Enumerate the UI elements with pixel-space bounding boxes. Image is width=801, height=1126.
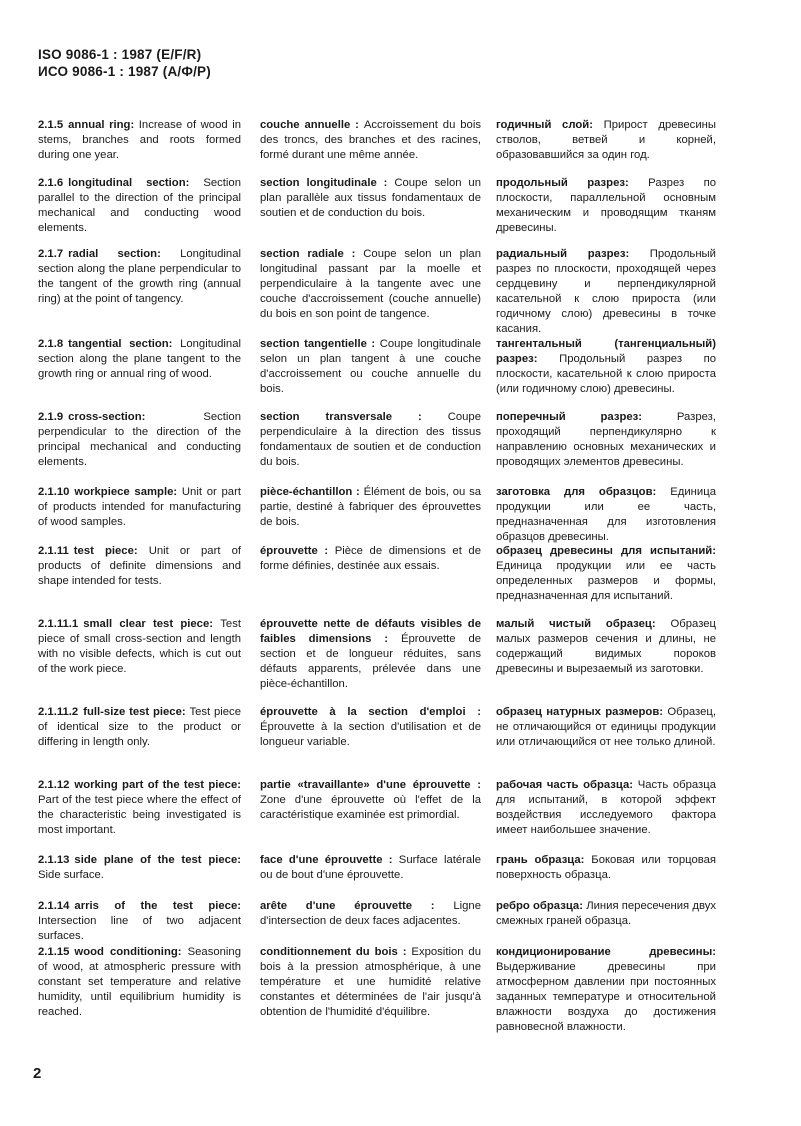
- entry-fr: section longitudinale : Coupe selon un plan parallèle aux tissus fondamentaux de soutien et de conduction du bois.: [260, 177, 481, 219]
- definition-ru: Боковая или торцовая поверхность образца.: [496, 854, 716, 881]
- term-fr: éprouvette nette de défauts visibles de faibles dimensions: [260, 618, 481, 645]
- definition-en: Longitudinal section along the plane tangent to the growth ring or annual ring of wood.: [38, 338, 241, 380]
- header-line-iso: ISO 9086-1 : 1987 (E/F/R): [38, 47, 202, 62]
- entry-fr: éprouvette à la section d'emploi : Éprouvette à la section d'utilisation et de longueur variable.: [260, 706, 482, 748]
- document-header: [38, 46, 211, 80]
- entry-en: 2.1.12 working part of the test piece: Part of the test piece where the effect of the characteristic being investigated is most important.: [38, 779, 241, 836]
- term-fr: section longitudinale: [260, 177, 377, 189]
- entry-ru: тангентальный (тангенциальный) разрез: Продольный разрез по плоскости, касательной к слою прироста (или годичному слою) древесины.: [496, 338, 716, 395]
- entry-en: 2.1.11.2 full-size test piece: Test piece of identical size to the product or differing in length only.: [38, 706, 241, 748]
- entry-fr: face d'une éprouvette : Surface latérale ou de bout d'une éprouvette.: [260, 854, 482, 881]
- term-fr: section radiale: [260, 248, 344, 260]
- definition-fr: Coupe selon un plan longitudinal passant par la moelle et perpendiculaire à la tangente avec une couche d'accroissement (couche annuelle) du bois en son point de tangence.: [260, 248, 481, 320]
- header-line-iso-ru: ИСО 9086-1 : 1987 (А/Ф/Р): [38, 64, 211, 79]
- definition-ru: Образец малых размеров сечения и длины, не содержащий видимых пороков древесины и вырезаемый из заготовки.: [496, 618, 717, 675]
- definition-en: Unit or part of products intended for manufacturing of wood samples.: [38, 486, 241, 528]
- entry-en: 2.1.13 side plane of the test piece: Side surface.: [38, 854, 241, 881]
- term-fr: section tangentielle: [260, 338, 367, 350]
- entry-ru: малый чистый образец: Образец малых размеров сечения и длины, не содержащий видимых пороков древесины и вырезаемый из заготовки.: [496, 618, 717, 675]
- definition-fr: Accroissement du bois des troncs, des branches et des racines, formé durant une même année.: [260, 119, 481, 161]
- entry-en: 2.1.11 test piece: Unit or part of products of definite dimensions and shape intended for tests.: [38, 545, 241, 587]
- entry-en: 2.1.9 cross-section: Section perpendicular to the direction of the principal mechanical and conducting elements.: [38, 411, 241, 468]
- term-ru: образец натурных размеров: [496, 706, 660, 718]
- definition-en: Side surface.: [38, 869, 104, 881]
- definition-ru: Линия пересечения двух смежных граней образца.: [496, 900, 716, 927]
- entry-number: 2.1.11.2: [38, 706, 79, 718]
- definition-fr: Éprouvette à la section d'utilisation et de longueur variable.: [260, 721, 481, 748]
- entry-ru: поперечный разрез: Разрез, проходящий перпендикулярно к направлению основных механических и проводящих элементов древесины.: [496, 411, 716, 468]
- definition-ru: Выдерживание древесины при атмосферном давлении при постоянных заданных температуре и относительной влажности воздуха до достижения равновесной влажности.: [496, 961, 716, 1033]
- definition-ru: Продольный разрез по плоскости, касательной к слою прироста (или годичному слою) древесины.: [496, 353, 716, 395]
- definition-en: Part of the test piece where the effect of the characteristic being investigated is most important.: [38, 794, 241, 836]
- entry-fr: partie «travaillante» d'une éprouvette : Zone d'une éprouvette où l'effet de la caractéristique examinée est primordial.: [260, 779, 481, 821]
- entry-fr: section radiale : Coupe selon un plan longitudinal passant par la moelle et perpendiculaire à la tangente avec une couche d'accroissement (couche annuelle) du bois en son point de tangence.: [260, 248, 481, 320]
- entry-ru: грань образца: Боковая или торцовая поверхность образца.: [496, 854, 716, 881]
- entry-ru: образец натурных размеров: Образец, не отличающийся от единицы продукции или отличающийся от нее только длиной.: [496, 706, 716, 748]
- term-en: cross-section: [68, 411, 142, 423]
- definition-en: Section parallel to the direction of the principal mechanical and conducting wood elements.: [38, 177, 241, 234]
- term-ru: рабочая часть образца: [496, 779, 630, 791]
- definition-ru: Часть образца для испытаний, в которой эффект воздействия исследуемого фактора имеет наибольшее значение.: [496, 779, 716, 836]
- entry-ru: кондиционирование древесины: Выдерживание древесины при атмосферном давлении при постоянных заданных температуре и относительной влажности воздуха до достижения равновесной влажности.: [496, 946, 716, 1033]
- entry-ru: радиальный разрез: Продольный разрез по плоскости, проходящей через сердцевину и перпендикулярной касательной к слою прироста (или годичному слою) древесины в точке касания.: [496, 248, 716, 335]
- definition-en: Seasoning of wood, at atmospheric pressure with constant set temperature and relative humidity, until equilibrium humidity is reached.: [38, 946, 241, 1018]
- term-fr: partie «travaillante» d'une éprouvette: [260, 779, 471, 791]
- definition-en: Increase of wood in stems, branches and roots formed during one year.: [38, 119, 242, 161]
- term-en: longitudinal section: [68, 177, 186, 189]
- term-ru: грань образца: [496, 854, 581, 866]
- term-en: radial section: [68, 248, 158, 260]
- entry-ru: заготовка для образцов: Единица продукции или ее часть, предназначенная для изготовления образцов древесины.: [496, 486, 716, 543]
- definition-fr: Coupe longitudinale selon un plan tangent à une couche d'accroissement ou couche annuelle du bois.: [260, 338, 482, 395]
- term-en: workpiece sample: [74, 486, 174, 498]
- entry-en: 2.1.7 radial section: Longitudinal section along the plane perpendicular to the tangent of the growth ring (annual ring) at the point of tangency.: [38, 248, 241, 305]
- term-ru: образец древесины для испытаний: [496, 545, 713, 557]
- term-fr: éprouvette: [260, 545, 318, 557]
- entry-number: 2.1.9: [38, 411, 64, 423]
- definition-fr: Élément de bois, ou sa partie, destiné à fabriquer des éprouvettes de bois.: [260, 486, 481, 528]
- entry-ru: рабочая часть образца: Часть образца для испытаний, в которой эффект воздействия исследуемого фактора имеет наибольшее значение.: [496, 779, 716, 836]
- term-en: annual ring: [68, 119, 131, 131]
- entry-fr: pièce-échantillon : Élément de bois, ou sa partie, destiné à fabriquer des éprouvettes de bois.: [260, 486, 481, 528]
- term-en: working part of the test piece: [74, 779, 238, 791]
- definition-ru: Разрез, проходящий перпендикулярно к направлению основных механических и проводящих элементов древесины.: [496, 411, 716, 468]
- term-ru: поперечный разрез: [496, 411, 639, 423]
- definition-ru: Образец, не отличающийся от единицы продукции или отличающийся от нее только длиной.: [496, 706, 716, 748]
- definition-en: Intersection line of two adjacent surfaces.: [38, 915, 241, 942]
- term-fr: couche annuelle: [260, 119, 351, 131]
- entry-number: 2.1.15: [38, 946, 70, 958]
- definition-ru: Единица продукции или ее часть, предназначенная для изготовления образцов древесины.: [496, 486, 716, 543]
- entry-number: 2.1.10: [38, 486, 70, 498]
- entry-number: 2.1.6: [38, 177, 64, 189]
- entry-fr: éprouvette : Pièce de dimensions et de forme définies, destinée aux essais.: [260, 545, 481, 572]
- definition-ru: Разрез по плоскости, параллельной основным механическим и проводящим тканям древесины.: [496, 177, 716, 234]
- term-en: side plane of the test piece: [74, 854, 238, 866]
- term-fr: arête d'une éprouvette: [260, 900, 412, 912]
- definition-en: Longitudinal section along the plane perpendicular to the tangent of the growth ring (annual ring) at the point of tangency.: [38, 248, 241, 305]
- entry-fr: couche annuelle : Accroissement du bois des troncs, des branches et des racines, formé durant une même année.: [260, 119, 481, 161]
- term-ru: тангентальный (тангенциальный) разрез: [496, 338, 716, 365]
- entry-fr: section transversale : Coupe perpendiculaire à la direction des tissus fondamentaux de soutien et de conduction du bois.: [260, 411, 481, 468]
- entry-number: 2.1.8: [38, 338, 64, 350]
- term-ru: заготовка для образцов: [496, 486, 653, 498]
- definition-en: Test piece of identical size to the product or differing in length only.: [38, 706, 241, 748]
- definition-fr: Éprouvette de section et de longueur réduites, sans défauts apparents, prélevée dans une pièce-échantillon.: [260, 633, 482, 690]
- entry-fr: éprouvette nette de défauts visibles de faibles dimensions : Éprouvette de section et de longueur réduites, sans défauts apparents, prélevée dans une pièce-échantillon.: [260, 618, 482, 690]
- term-fr: conditionnement du bois: [260, 946, 398, 958]
- definition-fr: Surface latérale ou de bout d'une éprouvette.: [260, 854, 482, 881]
- term-en: arris of the test piece: [74, 900, 238, 912]
- entry-en: 2.1.5 annual ring: Increase of wood in stems, branches and roots formed during one year.: [38, 119, 242, 161]
- term-fr: section transversale: [260, 411, 393, 423]
- entry-fr: arête d'une éprouvette : Ligne d'intersection de deux faces adjacentes.: [260, 900, 481, 927]
- entry-en: 2.1.14 arris of the test piece: Intersection line of two adjacent surfaces.: [38, 900, 241, 942]
- entry-number: 2.1.12: [38, 779, 70, 791]
- definition-en: Unit or part of products of definite dimensions and shape intended for tests.: [38, 545, 241, 587]
- term-ru: продольный разрез: [496, 177, 625, 189]
- term-ru: ребро образца: [496, 900, 580, 912]
- term-fr: éprouvette à la section d'emploi: [260, 706, 466, 718]
- entry-en: 2.1.8 tangential section: Longitudinal section along the plane tangent to the growth ring or annual ring of wood.: [38, 338, 241, 380]
- entry-en: 2.1.15 wood conditioning: Seasoning of wood, at atmospheric pressure with constant set temperature and relative humidity, until equilibrium humidity is reached.: [38, 946, 241, 1018]
- term-en: full-size test piece: [83, 706, 182, 718]
- term-ru: годичный слой: [496, 119, 590, 131]
- definition-fr: Coupe selon un plan parallèle aux tissus fondamentaux de soutien et de conduction du bois.: [260, 177, 481, 219]
- definition-ru: Прирост древесины стволов, ветвей и корней, образовавшийся за один год.: [496, 119, 716, 161]
- entry-number: 2.1.14: [38, 900, 70, 912]
- entry-en: 2.1.11.1 small clear test piece: Test piece of small cross-section and length with no visible defects, which is cut out of the work piece.: [38, 618, 241, 675]
- definition-fr: Coupe perpendiculaire à la direction des tissus fondamentaux de soutien et de conduction du bois.: [260, 411, 481, 468]
- term-en: wood conditioning: [74, 946, 178, 958]
- term-en: small clear test piece: [83, 618, 210, 630]
- definition-ru: Продольный разрез по плоскости, проходящей через сердцевину и перпендикулярной касательной к слою прироста (или годичному слою) древесины в точке касания.: [496, 248, 716, 335]
- definition-en: Test piece of small cross-section and length with no visible defects, which is cut out of the work piece.: [38, 618, 241, 675]
- page-number: 2: [33, 1065, 42, 1082]
- term-ru: радиальный разрез: [496, 248, 626, 260]
- entry-number: 2.1.7: [38, 248, 64, 260]
- entry-en: 2.1.10 workpiece sample: Unit or part of products intended for manufacturing of wood samples.: [38, 486, 241, 528]
- term-en: test piece: [73, 545, 134, 557]
- entry-number: 2.1.5: [38, 119, 64, 131]
- definition-ru: Единица продукции или ее часть определенных размеров и формы, предназначенная для испытаний.: [496, 560, 716, 602]
- term-fr: pièce-échantillon: [260, 486, 353, 498]
- definition-en: Section perpendicular to the direction of the principal mechanical and conducting elements.: [38, 411, 241, 468]
- entry-fr: conditionnement du bois : Exposition du bois à la pression atmosphérique, à une température et une humidité relative constantes et déterminées de l'air jusqu'à obtention de l'humidité d'équilibre.: [260, 946, 481, 1018]
- entry-en: 2.1.6 longitudinal section: Section parallel to the direction of the principal mechanical and conducting wood elements.: [38, 177, 241, 234]
- entry-number: 2.1.11.1: [38, 618, 79, 630]
- entry-number: 2.1.13: [38, 854, 70, 866]
- entry-ru: образец древесины для испытаний: Единица продукции или ее часть определенных размеров и формы, предназначенная для испытаний.: [496, 545, 716, 602]
- term-fr: face d'une éprouvette: [260, 854, 383, 866]
- definition-fr: Exposition du bois à la pression atmosphérique, à une température et une humidité relative constantes et déterminées de l'air jusqu'à obtention de l'humidité d'équilibre.: [260, 946, 481, 1018]
- term-en: tangential section: [68, 338, 169, 350]
- term-ru: малый чистый образец: [496, 618, 652, 630]
- entry-number: 2.1.11: [38, 545, 69, 557]
- definition-fr: Zone d'une éprouvette où l'effet de la caractéristique examinée est primordial.: [260, 794, 481, 821]
- entry-fr: section tangentielle : Coupe longitudinale selon un plan tangent à une couche d'accroissement ou couche annuelle du bois.: [260, 338, 482, 395]
- definition-fr: Pièce de dimensions et de forme définies, destinée aux essais.: [260, 545, 481, 572]
- term-ru: кондиционирование древесины: [496, 946, 713, 958]
- entry-ru: продольный разрез: Разрез по плоскости, параллельной основным механическим и проводящим тканям древесины.: [496, 177, 716, 234]
- definition-fr: Ligne d'intersection de deux faces adjacentes.: [260, 900, 481, 927]
- entry-ru: ребро образца: Линия пересечения двух смежных граней образца.: [496, 900, 716, 927]
- entry-ru: годичный слой: Прирост древесины стволов, ветвей и корней, образовавшийся за один год.: [496, 119, 716, 161]
